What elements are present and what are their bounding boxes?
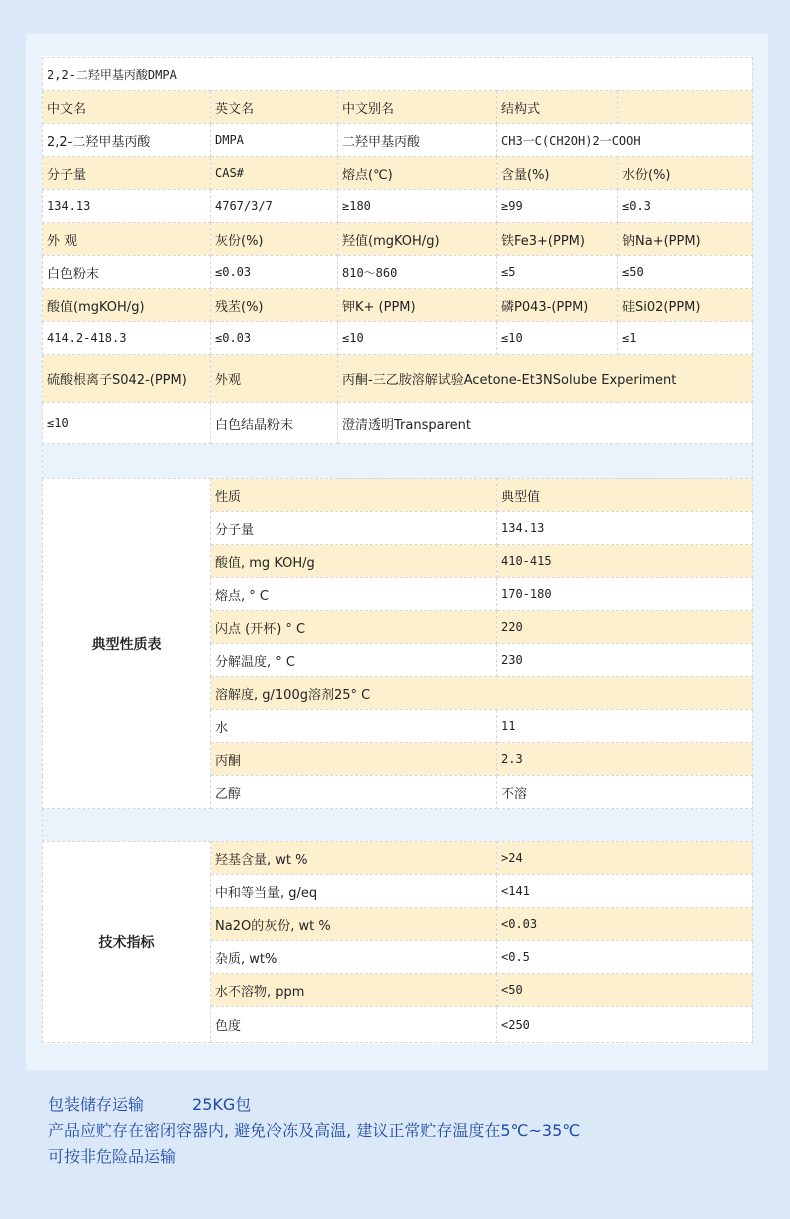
spec-name: 中和等当量, g/eq [211, 875, 497, 908]
tech-spec-label: 技术指标 [43, 842, 211, 1043]
property-name: 闪点 (开杯) ° C [211, 611, 497, 644]
basic-info-table [42, 57, 753, 479]
property-name: 分子量 [211, 512, 497, 545]
header-residue: 残苤(%) [211, 289, 338, 322]
property-value: 11 [497, 710, 753, 743]
header-phosphate: 磷P043-(PPM) [497, 289, 618, 322]
header-ash: 灰份(%) [211, 223, 338, 256]
storage-info [48, 1092, 580, 1170]
transport-line: 可按非危险品运输 [48, 1147, 177, 1166]
appearance-value: 白色粉末 [43, 256, 211, 289]
storage-line: 产品应贮存在密闭容器内, 避免冷冻及高温, 建议正常贮存温度在5℃~35℃ [48, 1121, 581, 1140]
spacer-row [43, 444, 753, 479]
header-acid-value: 酸值(mgKOH/g) [43, 289, 211, 322]
cn-name-value: 2,2-二羟甲基丙酸 [43, 124, 211, 157]
property-value: 170-180 [497, 578, 753, 611]
header-sodium: 钠Na+(PPM) [618, 223, 753, 256]
structure-value: CH3一C(CH2OH)2一COOH [497, 124, 753, 157]
residue-value: ≤0.03 [211, 322, 338, 355]
spec-value: <0.5 [497, 941, 753, 974]
product-title: 2,2-二羟甲基丙酸DMPA [43, 58, 753, 91]
header-cas: CAS# [211, 157, 338, 190]
solubility-test-value: 澄清透明Transparent [338, 403, 753, 444]
header-moisture: 水份(%) [618, 157, 753, 190]
sodium-value: ≤50 [618, 256, 753, 289]
typical-properties-table [42, 478, 753, 842]
phosphate-value: ≤10 [497, 322, 618, 355]
acid-value: 414.2-418.3 [43, 322, 211, 355]
content-value: ≥99 [497, 190, 618, 223]
property-value: 134.13 [497, 512, 753, 545]
header-structure: 结构式 [497, 91, 618, 124]
property-name: 丙酮 [211, 743, 497, 776]
spec-value: <250 [497, 1007, 753, 1043]
property-value: 410-415 [497, 545, 753, 578]
header-cn-alias: 中文别名 [338, 91, 497, 124]
header-cn-name: 中文名 [43, 91, 211, 124]
property-name: 乙醇 [211, 776, 497, 809]
en-name-value: DMPA [211, 124, 338, 157]
property-name: 溶解度, g/100g溶剂25° C [211, 677, 753, 710]
property-value: 230 [497, 644, 753, 677]
sulfate-value: ≤10 [43, 403, 211, 444]
header-hydroxyl: 羟值(mgKOH/g) [338, 223, 497, 256]
spacer-row [43, 809, 753, 842]
moisture-value: ≤0.3 [618, 190, 753, 223]
potassium-value: ≤10 [338, 322, 497, 355]
spec-value: <141 [497, 875, 753, 908]
spec-name: Na2O的灰份, wt % [211, 908, 497, 941]
property-value: 2.3 [497, 743, 753, 776]
appearance-2-value: 白色结晶粉末 [211, 403, 338, 444]
mw-value: 134.13 [43, 190, 211, 223]
packaging-label: 包装储存运输 [48, 1095, 145, 1114]
header-appearance-2: 外观 [211, 355, 338, 403]
header-appearance: 外 观 [43, 223, 211, 256]
cas-value: 4767/3/7 [211, 190, 338, 223]
spec-name: 色度 [211, 1007, 497, 1043]
spec-name: 杂质, wt% [211, 941, 497, 974]
header-mw: 分子量 [43, 157, 211, 190]
header-potassium: 钾K+ (PPM) [338, 289, 497, 322]
property-value: 220 [497, 611, 753, 644]
header-sulfate: 硫酸根离子S042-(PPM) [43, 355, 211, 403]
packaging-line [48, 1092, 580, 1118]
spec-value: <0.03 [497, 908, 753, 941]
tech-spec-table [42, 841, 753, 1043]
mp-value: ≥180 [338, 190, 497, 223]
spec-name: 水不溶物, ppm [211, 974, 497, 1007]
spec-name: 羟基含量, wt % [211, 842, 497, 875]
packaging-value: 25KG包 [192, 1095, 252, 1114]
property-value: 不溶 [497, 776, 753, 809]
silica-value: ≤1 [618, 322, 753, 355]
property-name: 熔点, ° C [211, 578, 497, 611]
hydroxyl-value: 810～860 [338, 256, 497, 289]
property-name: 水 [211, 710, 497, 743]
typical-properties-label: 典型性质表 [43, 479, 211, 809]
cn-alias-value: 二羟甲基丙酸 [338, 124, 497, 157]
ash-value: ≤0.03 [211, 256, 338, 289]
property-name: 酸值, mg KOH/g [211, 545, 497, 578]
property-name: 分解温度, ° C [211, 644, 497, 677]
header-mp: 熔点(℃) [338, 157, 497, 190]
header-en-name: 英文名 [211, 91, 338, 124]
spec-value: >24 [497, 842, 753, 875]
header-empty [618, 91, 753, 124]
header-silica: 硅Si02(PPM) [618, 289, 753, 322]
property-value: 典型值 [497, 479, 753, 512]
spec-value: <50 [497, 974, 753, 1007]
header-solubility-test: 丙酮-三乙胺溶解试验Acetone-Et3NSolube Experiment [338, 355, 753, 403]
header-content: 含量(%) [497, 157, 618, 190]
iron-value: ≤5 [497, 256, 618, 289]
header-iron: 铁Fe3+(PPM) [497, 223, 618, 256]
property-name: 性质 [211, 479, 497, 512]
